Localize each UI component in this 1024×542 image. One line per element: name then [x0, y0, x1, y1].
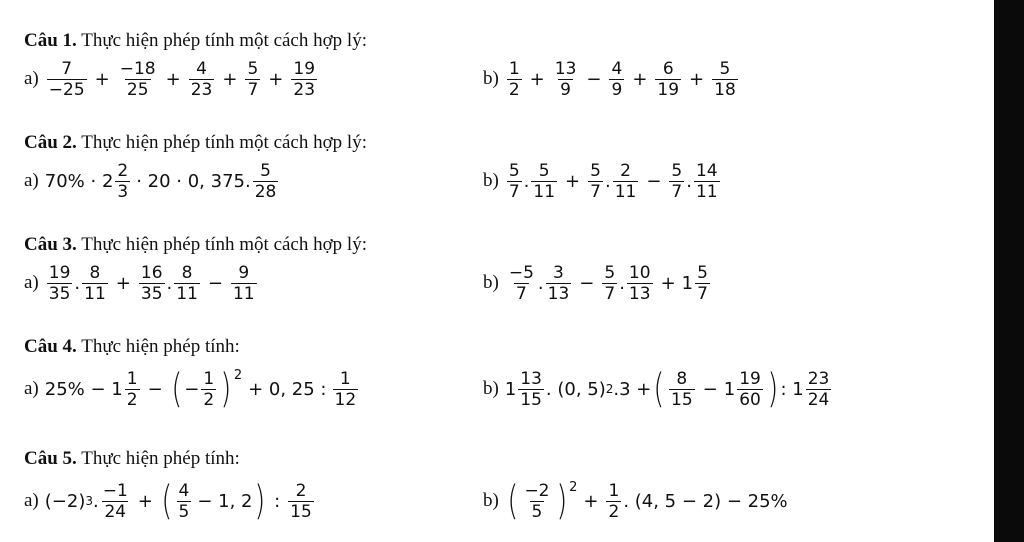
expression-text: : 1: [780, 378, 804, 400]
question-1-heading: [24, 30, 367, 52]
question-title: Thực hiện phép tính một cách hợp lý:: [81, 30, 367, 51]
q4-part-a: a) 25% − 1 $\frac{1}{2}$ − ( − $\frac{1}{2}$ ) $^2$ + 0, 25 : $\frac{1}{12}$: [24, 366, 357, 412]
part-label: b): [483, 68, 499, 89]
question-number: Câu 2.: [24, 132, 77, 153]
question-2-heading: [24, 132, 367, 154]
right-edge-bar: [994, 0, 1024, 542]
part-label: a): [24, 68, 39, 89]
fraction: $\frac{-1}{24}$: [102, 480, 128, 522]
expression-text: (−2): [44, 490, 86, 512]
fraction: $\frac{6}{19}$: [657, 58, 680, 100]
mixed-number: 1 $\frac{5}{7}$: [681, 262, 708, 304]
question-title: Thực hiện phép tính một cách hợp lý:: [81, 132, 367, 153]
question-5-heading: [24, 448, 240, 470]
expression-text: . (4, 5 − 2) − 25%: [623, 490, 788, 512]
part-label: a): [24, 378, 39, 399]
fraction: $\frac{-18}{25}$: [119, 58, 156, 100]
part-label: b): [483, 378, 499, 399]
fraction: $\frac{13}{9}$: [554, 58, 577, 100]
q1-part-b: b) $\frac{1}{2}$ + $\frac{13}{9}$ − $\frac{4}{9}$ + $\frac{6}{19}$ + $\frac{5}{18}$: [483, 58, 736, 100]
fraction: $\frac{19}{35}$: [48, 262, 71, 304]
fraction: $\frac{23}{24}$: [807, 368, 830, 410]
q3-part-b: b) $\frac{-5}{7}$ . $\frac{3}{13}$ − $\frac{5}{7}$ . $\frac{10}{13}$ + 1 $\frac{5}{7}$: [483, 256, 712, 310]
fraction: $\frac{-5}{7}$: [508, 262, 534, 304]
fraction: $\frac{4}{23}$: [190, 58, 213, 100]
fraction: $\frac{1}{2}$: [508, 58, 520, 100]
exponent: 3: [85, 494, 93, 508]
part-label: b): [483, 170, 499, 191]
exponent: 2: [569, 479, 578, 495]
question-number: Câu 1.: [24, 30, 77, 51]
fraction: $\frac{3}{13}$: [547, 262, 570, 304]
expression-text: .3 +: [613, 378, 652, 400]
fraction: $\frac{4}{5}$: [178, 480, 190, 522]
fraction: $\frac{1}{2}$: [203, 368, 215, 410]
fraction: $\frac{1}{12}$: [334, 368, 357, 410]
part-label: a): [24, 490, 39, 511]
expression-text: 25% − 1: [44, 378, 123, 400]
fraction: $\frac{1}{2}$: [126, 368, 138, 410]
fraction: $\frac{16}{35}$: [140, 262, 163, 304]
expression-text: . (0, 5): [545, 378, 606, 400]
part-label: b): [483, 490, 499, 511]
q2-part-b: b) $\frac{5}{7}$ . $\frac{5}{11}$ + $\frac{5}{7}$ . $\frac{2}{11}$ − $\frac{5}{7}$ . $\frac{14}{11}$: [483, 160, 718, 202]
expression-text: − 1, 2: [197, 490, 253, 512]
expression-text: + 0, 25 :: [248, 378, 327, 400]
fraction: $\frac{5}{18}$: [714, 58, 736, 100]
fraction: $\frac{2}{11}$: [614, 160, 637, 202]
expression-text: · 20 · 0, 375.: [136, 170, 251, 192]
q3-part-a: a) $\frac{19}{35}$ . $\frac{8}{11}$ + $\frac{16}{35}$ . $\frac{8}{11}$ − $\frac{9}{11}$: [24, 262, 255, 304]
fraction: $\frac{2}{3}$: [117, 160, 129, 202]
exponent: 2: [605, 382, 614, 396]
question-number: Câu 3.: [24, 234, 77, 255]
q5-part-b: b) ( $\frac{-2}{5}$ ) $^2$ + $\frac{1}{2}$ . (4, 5 − 2) − 25%: [483, 478, 788, 524]
mixed-number: 1 $\frac{13}{15}$: [504, 368, 542, 410]
part-label: b): [483, 272, 499, 293]
q2-part-a: [24, 154, 280, 208]
fraction: $\frac{-2}{5}$: [524, 480, 550, 522]
fraction: $\frac{8}{11}$: [176, 262, 198, 304]
exponent: 2: [233, 367, 243, 383]
fraction: $\frac{5}{28}$: [254, 160, 277, 202]
question-number: Câu 5.: [24, 448, 77, 469]
fraction: $\frac{9}{11}$: [232, 262, 255, 304]
question-number: Câu 4.: [24, 336, 77, 357]
question-title: Thực hiện phép tính:: [81, 448, 240, 469]
fraction: $\frac{2}{15}$: [290, 480, 312, 522]
fraction: $\frac{10}{13}$: [628, 262, 651, 304]
fraction: $\frac{5}{7}$: [508, 160, 520, 202]
mixed-number: 1 $\frac{19}{60}$: [723, 368, 761, 410]
fraction: $\frac{8}{15}$: [671, 368, 693, 410]
question-title: Thực hiện phép tính một cách hợp lý:: [81, 234, 367, 255]
fraction: $\frac{5}{11}$: [533, 160, 556, 202]
fraction: $\frac{14}{11}$: [695, 160, 718, 202]
fraction: $\frac{1}{2}$: [608, 480, 620, 522]
fraction: $\frac{4}{9}$: [611, 58, 623, 100]
fraction: $\frac{5}{7}$: [671, 160, 683, 202]
question-3-heading: [24, 234, 367, 256]
question-title: Thực hiện phép tính:: [81, 336, 240, 357]
expression-text: 70% · 2: [44, 170, 114, 192]
q5-part-a: a) (−2) 3 . $\frac{-1}{24}$ + ( $\frac{4}{5}$ − 1, 2 ) : $\frac{2}{15}$: [24, 478, 312, 524]
fraction: $\frac{5}{7}$: [590, 160, 601, 202]
part-label: a): [24, 272, 39, 293]
question-4-heading: [24, 336, 240, 358]
q4-part-b: b) 1 $\frac{13}{15}$ . (0, 5) 2 .3 + ( $\frac{8}{15}$ − 1 $\frac{19}{60}$ ) : 1 $\frac{23}{24}$: [483, 366, 830, 412]
part-label: a): [24, 170, 39, 191]
fraction: $\frac{19}{23}$: [293, 58, 316, 100]
fraction: $\frac{7}{-25}$: [48, 58, 85, 100]
fraction: $\frac{8}{11}$: [84, 262, 106, 304]
fraction: $\frac{5}{7}$: [247, 58, 259, 100]
fraction: $\frac{5}{7}$: [604, 262, 616, 304]
q1-part-a: a) $\frac{7}{-25}$ + $\frac{-18}{25}$ + $\frac{4}{23}$ + $\frac{5}{7}$ + $\frac{19}{23}$: [24, 58, 316, 100]
